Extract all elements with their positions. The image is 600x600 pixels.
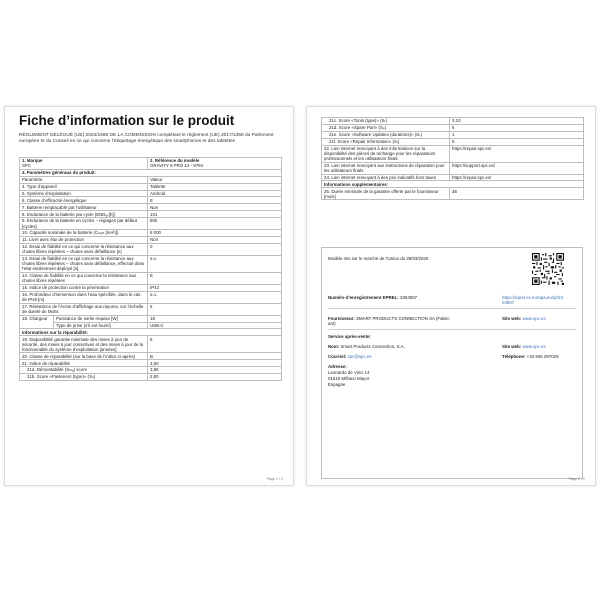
spec-table-continued: [321, 117, 584, 200]
row-label: 21c. Score «Tools (type)» (Sₜ): [322, 118, 450, 125]
table-row: [322, 138, 584, 145]
row-value: https://repair.spc.es/: [450, 174, 584, 181]
column-header-value: Valeur: [148, 176, 282, 183]
row-label: 4. Type d’appareil: [20, 183, 148, 190]
row-value: 5: [450, 124, 584, 131]
row-value: 800: [148, 218, 282, 230]
qr-code-icon[interactable]: [532, 253, 564, 285]
row-label: 10. Capacité nominale de la batterie (Cₙₒₘ [mAh]): [20, 230, 148, 237]
service-website-link[interactable]: www.spc.es: [522, 344, 546, 349]
table-row: [20, 291, 282, 303]
charger-plug-value: USB-C: [148, 322, 282, 329]
service-name-line: Nom: Smart Products Connection, S.A.: [328, 344, 405, 349]
table-row: [20, 367, 282, 374]
row-label: 21b. Score «Fasteners (type)» (Sₙ): [20, 373, 148, 380]
row-label: 15. Indice de protection contre la pénétration: [20, 284, 148, 291]
spec-table: [19, 157, 282, 381]
row-label: 13. Essai de fiabilité en ce qui concerne la résistance aux chutes libres répétées – chutes sans défaillance, effectué dans l’état entièrement déployé [n]: [20, 255, 148, 272]
email-link[interactable]: spc@spc.es: [347, 354, 372, 359]
table-row: [20, 272, 282, 284]
row-value: Android: [148, 190, 282, 197]
charger-power-label: Puissance de sortie requise [W]: [54, 315, 148, 322]
row-value: s.o.: [148, 255, 282, 272]
supplier-line-1: Fournisseur: SMART PRODUCTS CONNECTION SA (Fabric: [328, 316, 450, 321]
table-row: [20, 373, 282, 380]
page-footer: Page 2 / 2: [568, 477, 585, 481]
row-label: 7. Batterie remplaçable par l’utilisateur: [20, 204, 148, 211]
email-line: Courriel: spc@spc.es: [328, 354, 372, 359]
row-label: 16. Profondeur d’immersion dans l’eau spécifiée, dans le cas de IPx8 [m]: [20, 291, 148, 303]
row-value: 5: [148, 336, 282, 353]
product-sheet-page-1: [4, 106, 294, 486]
row-label: 22. Lien internet renvoyant à des informations sur la disponibilité des pièces de rechange pour les réparateurs professionnels et les utilisateurs finals: [322, 145, 450, 162]
row-value: E: [148, 272, 282, 284]
divider: [328, 308, 576, 309]
row-label: 11. Livré avec étui de protection: [20, 236, 148, 243]
table-row: [20, 353, 282, 360]
row-value: 0: [148, 243, 282, 255]
table-row: [20, 183, 282, 190]
column-header-parameter: Paramètre: [20, 176, 148, 183]
row-value: 101: [148, 211, 282, 218]
service-website-line: Site web: www.spc.es: [502, 344, 546, 349]
model-cell: 2. Référence du modèle GRAVITY 6 PRO 12 - 9794: [148, 158, 282, 170]
table-row: [20, 236, 282, 243]
row-value: https://repair.spc.es/: [450, 145, 584, 162]
table-row: [20, 284, 282, 291]
row-value: https://support.spc.es/: [450, 162, 584, 174]
row-value: 3,10: [450, 118, 584, 125]
section-extra-header: Informations supplémentaires:: [322, 181, 584, 188]
row-value: 2,80: [148, 373, 282, 380]
eprel-link-line-2[interactable]: 04907: [502, 300, 515, 305]
row-value: Non: [148, 204, 282, 211]
row-label: 23. Lien internet renvoyant aux instructions de réparation pour les utilisateurs finals: [322, 162, 450, 174]
charger-power-value: 18: [148, 315, 282, 322]
address-line-2: 01510 Miñano Mayor: [328, 376, 370, 381]
address-line-1: Leonardo de Vinci 14: [328, 370, 370, 375]
divider: [328, 329, 576, 330]
table-row: [322, 124, 584, 131]
table-row: [20, 243, 282, 255]
table-row: [20, 230, 282, 237]
row-label: 21d. Score «Spare Part» (Sₚ): [322, 124, 450, 131]
website-line: Site web: www.spc.es: [502, 316, 546, 321]
row-label: 12. Essai de fiabilité en ce qui concerne la résistance aux chutes libres répétées – chutes sans défaillance [n]: [20, 243, 148, 255]
website-link[interactable]: www.spc.es: [522, 316, 546, 321]
table-row: [20, 204, 282, 211]
row-value: IP42: [148, 284, 282, 291]
row-label: 8. Endurance de la batterie par cycle (ENDₐₛ[h]): [20, 211, 148, 218]
table-row: [20, 336, 282, 353]
row-label: 5. Système d’exploitation: [20, 190, 148, 197]
warranty-value: 36: [450, 188, 584, 200]
row-label: 20. Classe de réparabilité (sur la base de l’indice ci-après): [20, 353, 148, 360]
warranty-label: 25. Durée minimale de la garantie offerte par le fournisseur [mois]: [322, 188, 450, 200]
row-label: 6. Classe d’efficacité énergétique: [20, 197, 148, 204]
table-row: [322, 131, 584, 138]
table-row: [20, 211, 282, 218]
table-row: [20, 303, 282, 315]
market-date: Modèle mis sur le marché de l’Union du 28/03/2025: [328, 256, 429, 261]
row-value: 8 000: [148, 230, 282, 237]
address-line-3: Espagne: [328, 382, 346, 387]
row-value: 5: [148, 303, 282, 315]
table-row: [322, 118, 584, 125]
eprel-link-line-1[interactable]: https://eprel.ec.europa.eu/qr/23: [502, 295, 564, 300]
row-label: 14. Classe de fiabilité en ce qui concerne la résistance aux chutes libres répétées: [20, 272, 148, 284]
row-label: 9. Endurance de la batterie en cycles – réglages par défaut [cycles]: [20, 218, 148, 230]
row-label: 21. Indice de réparabilité: [20, 360, 148, 367]
table-row: [20, 197, 282, 204]
supplier-info-box: [321, 247, 583, 479]
row-value: Non: [148, 236, 282, 243]
row-label: 19. Disponibilité garantie minimale des mises à jour de sécurité, des mises à jour correctives et des mises à jour de la fonctionnalité du système d’exploitation [années]: [20, 336, 148, 353]
supplier-line-2: ant): [328, 321, 336, 326]
table-row: [20, 190, 282, 197]
eprel-line: Numéro d’enregistrement EPREL: 2304907: [328, 295, 418, 300]
after-sales-heading: Service après-vente:: [328, 334, 371, 339]
phone-line: Téléphone: +34 945 297029: [502, 354, 559, 359]
row-label: 24. Lien internet renvoyant à des prix indicatifs hors taxes: [322, 174, 450, 181]
row-value: s.o.: [148, 291, 282, 303]
section-repair-header: Informations sur la réparabilité:: [20, 329, 282, 336]
table-row: [20, 218, 282, 230]
page-footer: Page 1 / 2: [266, 477, 283, 481]
row-label: 17. Résistance de l’écran d’affichage aux rayures, sur l’échelle de dureté de Mohs: [20, 303, 148, 315]
row-value: E: [148, 197, 282, 204]
row-value: 5: [450, 138, 584, 145]
table-row: [322, 174, 584, 181]
row-value: B: [148, 353, 282, 360]
section-general-header: 3. Paramètres généraux du produit:: [20, 169, 282, 176]
table-row: [322, 145, 584, 162]
page-title: Fiche d’information sur le produit: [19, 113, 235, 128]
row-label: 21a. Démontabilité (Sₘₐ) score: [20, 367, 148, 374]
row-value: Tablette: [148, 183, 282, 190]
charger-label: 18. Chargeur: [20, 315, 54, 329]
row-value: 3,50: [148, 360, 282, 367]
row-label: 21e. Score «Software Updates (durations)» (Sₛ): [322, 131, 450, 138]
table-row: [20, 255, 282, 272]
table-row: [20, 360, 282, 367]
row-value: 1: [450, 131, 584, 138]
regulation-text: RÈGLEMENT DÉLÉGUÉ (UE) 2023/1669 DE LA COMMISSION complétant le règlement (UE) 2017/1369 du Parlement européen et du Conseil en ce qui concerne l’étiquetage énergétique des smartphones et des tablettes: [19, 133, 274, 145]
address-heading: Adresse:: [328, 364, 347, 369]
brand-cell: 1. Marque SPC: [20, 158, 148, 170]
row-label: 21f. Score «Repair Information» (Sᵣ): [322, 138, 450, 145]
product-sheet-page-2: [306, 106, 596, 486]
charger-plug-label: Type de prise (s’il est fourni): [54, 322, 148, 329]
row-value: 3,85: [148, 367, 282, 374]
table-row: [322, 162, 584, 174]
